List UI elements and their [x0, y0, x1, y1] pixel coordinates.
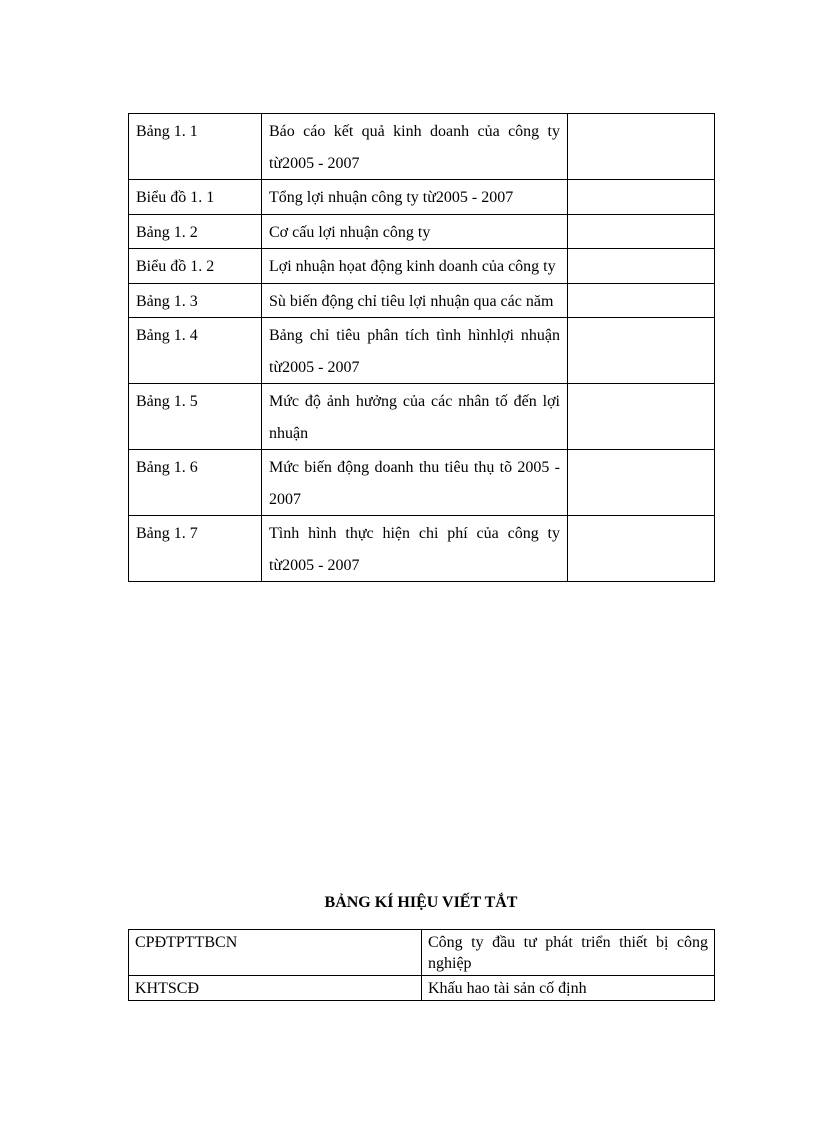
figure-page	[568, 450, 715, 516]
figure-page	[568, 249, 715, 284]
figure-label: Bảng 1. 5	[129, 384, 262, 450]
figure-page	[568, 283, 715, 318]
table-row	[129, 450, 715, 516]
figure-title: Bảng chỉ tiêu phân tích tình hìnhlợi nhuận từ2005 - 2007	[262, 318, 568, 384]
table-row	[129, 283, 715, 318]
figure-title: Tổng lợi nhuận công ty từ2005 - 2007	[262, 180, 568, 215]
table-row	[129, 114, 715, 180]
abbreviation-meaning: Khấu hao tài sản cố định	[422, 976, 715, 1001]
figure-title: Mức độ ảnh hưởng của các nhân tố đến lợi nhuận	[262, 384, 568, 450]
figure-label: Bảng 1. 7	[129, 516, 262, 582]
figure-page	[568, 318, 715, 384]
abbreviation-meaning: Công ty đầu tư phát triển thiết bị công nghiệp	[422, 930, 715, 976]
figure-label: Bảng 1. 2	[129, 214, 262, 249]
figure-page	[568, 516, 715, 582]
abbreviation: KHTSCĐ	[129, 976, 422, 1001]
figure-title: Lợi nhuận họat động kinh doanh của công ty	[262, 249, 568, 284]
table-row	[129, 384, 715, 450]
abbreviation: CPĐTPTTBCN	[129, 930, 422, 976]
table-row	[129, 930, 715, 976]
table-row	[129, 318, 715, 384]
abbreviations-heading: BẢNG KÍ HIỆU VIẾT TẮT	[324, 894, 518, 911]
table-row	[129, 516, 715, 582]
table-row	[129, 214, 715, 249]
figure-label: Biểu đồ 1. 2	[129, 249, 262, 284]
table-row	[129, 180, 715, 215]
figure-label: Bảng 1. 1	[129, 114, 262, 180]
abbreviations-table	[128, 929, 715, 1001]
figure-title: Sù biến động chỉ tiêu lợi nhuận qua các năm	[262, 283, 568, 318]
figure-label: Bảng 1. 3	[129, 283, 262, 318]
table-row	[129, 976, 715, 1001]
figure-page	[568, 114, 715, 180]
figure-label: Bảng 1. 4	[129, 318, 262, 384]
figure-title: Cơ cấu lợi nhuận công ty	[262, 214, 568, 249]
figure-title: Tình hình thực hiện chi phí của công ty từ2005 - 2007	[262, 516, 568, 582]
figure-page	[568, 180, 715, 215]
figure-title: Mức biến động doanh thu tiêu thụ tõ 2005 - 2007	[262, 450, 568, 516]
figures-list-table	[128, 113, 715, 582]
figure-title: Báo cáo kết quả kinh doanh của công ty từ2005 - 2007	[262, 114, 568, 180]
figure-page	[568, 384, 715, 450]
table-row	[129, 249, 715, 284]
figure-label: Bảng 1. 6	[129, 450, 262, 516]
figure-page	[568, 214, 715, 249]
figure-label: Biểu đồ 1. 1	[129, 180, 262, 215]
